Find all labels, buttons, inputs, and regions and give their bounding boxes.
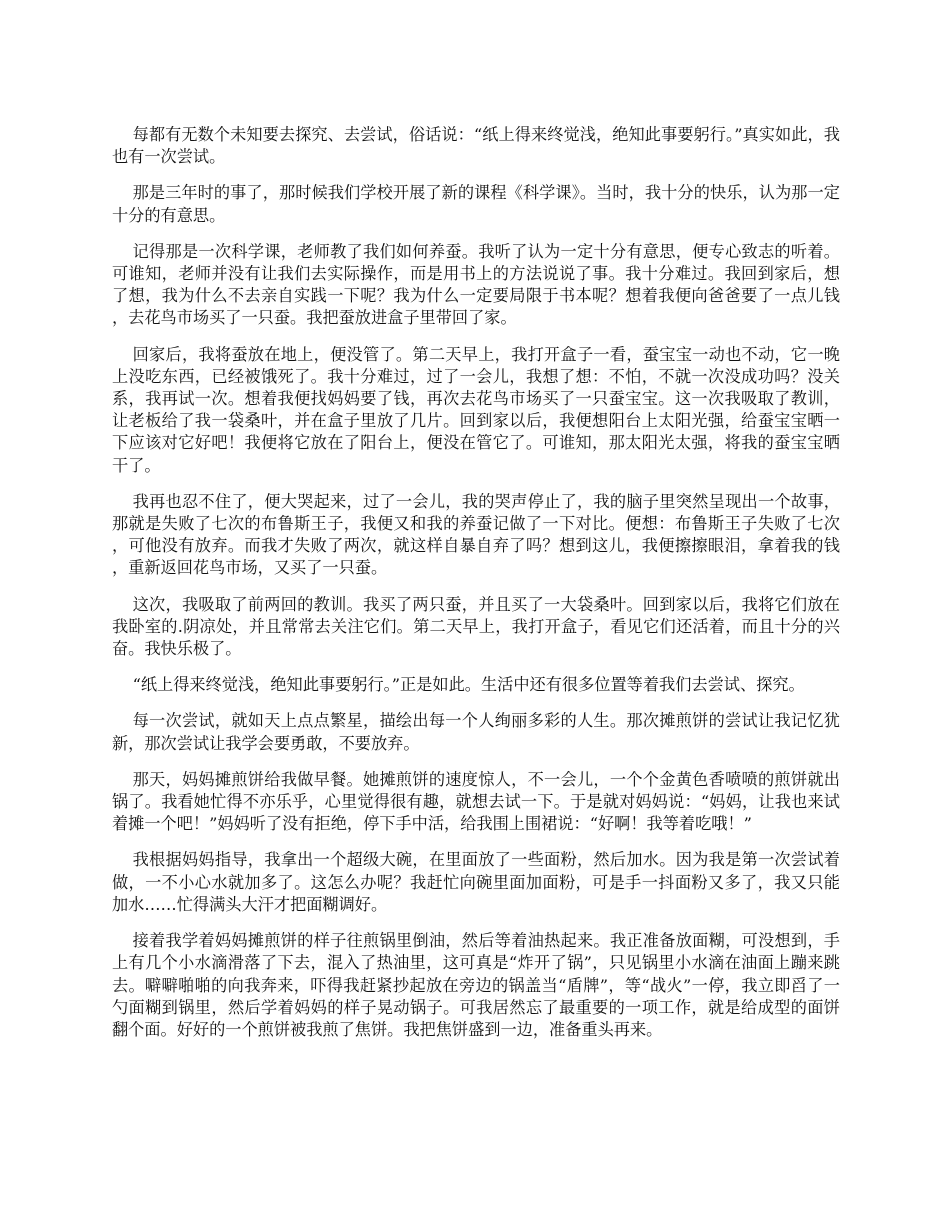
paragraph-11: 接着我学着妈妈摊煎饼的样子往煎锅里倒油，然后等着油热起来。我正准备放面糊，可没想到，手上有几个小水滴滑落了下去，混入了热油里，这可真是“炸开了锅”，只见锅里小水滴在油面上蹦来跳去。噼噼啪啪的向我奔来，吓得我赶紧抄起放在旁边的锅盖当“盾牌”，等“战火”一停，我立即舀了一勺面糊到锅里，然后学着妈妈的样子晃动锅子。可我居然忘了最重要的一项工作，就是给成型的面饼翻个面。好好的一个煎饼被我煎了焦饼。我把焦饼盛到一边，准备重头再来。 bbox=[112, 931, 840, 1039]
paragraph-6: 这次，我吸取了前两回的教训。我买了两只蚕，并且买了一大袋桑叶。回到家以后，我将它们放在我卧室的.阴凉处，并且常常去关注它们。第二天早上，我打开盒子，看见它们还活着，而且十分的兴奋。我快乐极了。 bbox=[112, 594, 840, 659]
paragraph-8: 每一次尝试，就如天上点点繁星，描绘出每一个人绚丽多彩的人生。那次摊煎饼的尝试让我记忆犹新，那次尝试让我学会要勇敢，不要放弃。 bbox=[112, 711, 840, 753]
paragraph-4: 回家后，我将蚕放在地上，便没管了。第二天早上，我打开盒子一看，蚕宝宝一动也不动，它一晚上没吃东西，已经被饿死了。我十分难过，过了一会儿，我想了想：不怕，不就一次没成功吗？没关系，我再试一次。想着我便找妈妈要了钱，再次去花鸟市场买了一只蚕宝宝。这一次我吸取了教训，让老板给了我一袋桑叶，并在盒子里放了几片。回到家以后，我便想阳台上太阳光强，给蚕宝宝晒一下应该对它好吧！我便将它放在了阳台上，便没在管它了。可谁知，那太阳光太强，将我的蚕宝宝晒干了。 bbox=[112, 344, 840, 475]
paragraph-7: “纸上得来终觉浅，绝知此事要躬行。”正是如此。生活中还有很多位置等着我们去尝试、探究。 bbox=[132, 675, 805, 695]
paragraph-5: 我再也忍不住了，便大哭起来，过了一会儿，我的哭声停止了，我的脑子里突然呈现出一个故事，那就是失败了七次的布鲁斯王子，我便又和我的养蚕记做了一下对比。便想：布鲁斯王子失败了七次，可他没有放弃。而我才失败了两次，就这样自暴自弃了吗？想到这儿，我便擦擦眼泪，拿着我的钱，重新返回花鸟市场，又买了一只蚕。 bbox=[112, 491, 840, 578]
paragraph-2: 那是三年时的事了，那时候我们学校开展了新的课程《科学课》。当时，我十分的快乐，认为那一定十分的有意思。 bbox=[112, 183, 840, 225]
paragraph-3: 记得那是一次科学课，老师教了我们如何养蚕。我听了认为一定十分有意思，便专心致志的听着。可谁知，老师并没有让我们去实际操作，而是用书上的方法说说了事。我十分难过。我回到家后，想了想，我为什么不去亲自实践一下呢？我为什么一定要局限于书本呢？想着我便向爸爸要了一点儿钱，去花鸟市场买了一只蚕。我把蚕放进盒子里带回了家。 bbox=[112, 241, 840, 328]
document-body bbox=[112, 124, 840, 1055]
paragraph-10: 我根据妈妈指导，我拿出一个超级大碗，在里面放了一些面粉，然后加水。因为我是第一次尝试着做，一不小心水就加多了。这怎么办呢？我赶忙向碗里面加面粉，可是手一抖面粉又多了，我又只能加水……忙得满头大汗才把面糊调好。 bbox=[112, 850, 840, 914]
paragraph-1: 每都有无数个未知要去探究、去尝试，俗话说：“纸上得来终觉浅，绝知此事要躬行。”真实如此，我也有一次尝试。 bbox=[112, 125, 840, 167]
paragraph-9: 那天，妈妈摊煎饼给我做早餐。她摊煎饼的速度惊人，不一会儿，一个个金黄色香喷喷的煎饼就出锅了。我看她忙得不亦乐乎，心里觉得很有趣，就想去试一下。于是就对妈妈说：“妈妈，让我也来试着摊一个吧！”妈妈听了没有拒绝，停下手中活，给我围上围裙说：“好啊！我等着吃哦！” bbox=[112, 769, 840, 834]
